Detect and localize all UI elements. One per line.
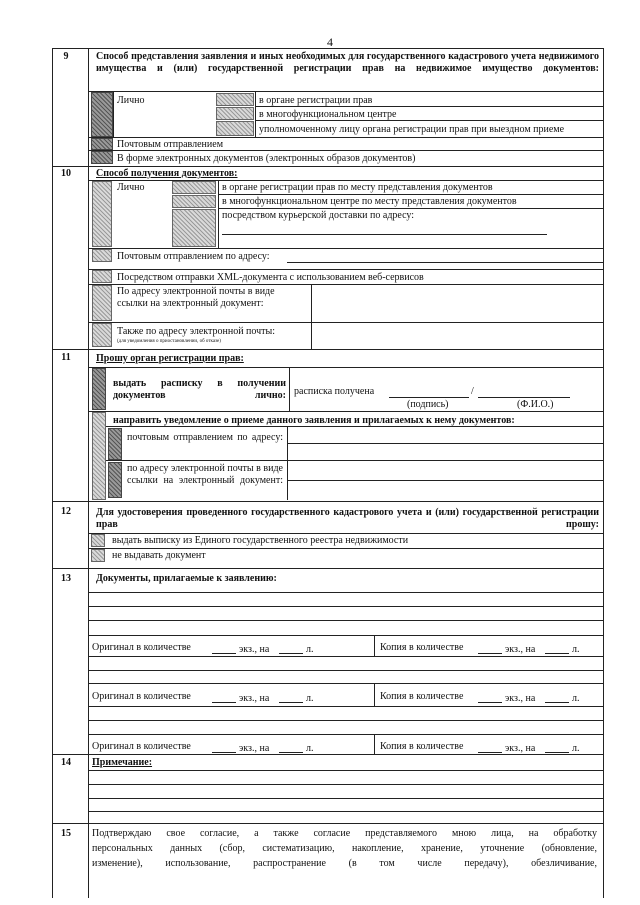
label-11-receipt-got: расписка получена <box>294 386 375 397</box>
divider <box>88 284 603 285</box>
divider <box>88 606 603 607</box>
section-10-number: 10 <box>61 168 71 179</box>
label-13-ekz-1: экз., на <box>239 644 270 655</box>
label-9-opt2: в многофункциональном центре <box>259 109 397 120</box>
label-10-opt1: в органе регистрации прав по месту представления документов <box>222 182 493 193</box>
label-13-l-2: л. <box>306 693 314 704</box>
label-10-xml: Посредством отправки XML-документа с использованием веб-сервисов <box>117 272 424 283</box>
label-13-l-3: л. <box>306 743 314 754</box>
copy-count-3[interactable] <box>478 752 502 753</box>
label-13-copy-l-1: л. <box>572 644 580 655</box>
checkbox-10-opt3[interactable] <box>172 209 216 247</box>
divider <box>218 208 603 209</box>
checkbox-10-email-link[interactable] <box>92 285 112 321</box>
divider <box>374 684 375 706</box>
divider <box>88 670 603 671</box>
checkbox-10-opt1[interactable] <box>172 181 216 194</box>
label-9-electronic: В форме электронных документов (электронных образов документов) <box>117 153 416 164</box>
divider <box>311 284 312 322</box>
label-10-email-link: По адресу электронной почты в виде ссылки на электронный документ: <box>117 286 275 309</box>
label-9-opt1: в органе регистрации прав <box>259 95 373 106</box>
label-10-lichno: Лично <box>117 182 145 193</box>
original-pages-2[interactable] <box>279 702 303 703</box>
checkbox-9-opt2[interactable] <box>216 107 254 120</box>
label-13-copy-ekz-1: экз., на <box>505 644 536 655</box>
post-address-line[interactable] <box>287 262 603 263</box>
copy-count-2[interactable] <box>478 702 502 703</box>
divider <box>88 592 603 593</box>
label-11-fio: (Ф.И.О.) <box>517 399 554 410</box>
divider <box>52 166 603 167</box>
checkbox-11-by-email[interactable] <box>108 462 122 498</box>
checkbox-9-electronic[interactable] <box>91 151 113 164</box>
label-13-copy-l-2: л. <box>572 693 580 704</box>
divider <box>218 194 603 195</box>
label-9-lichno: Лично <box>117 95 145 106</box>
divider <box>52 823 603 824</box>
divider <box>88 798 603 799</box>
checkbox-11-receipt[interactable] <box>92 368 106 410</box>
label-9-post: Почтовым отправлением <box>117 139 224 150</box>
divider <box>113 91 114 137</box>
label-11-by-post: почтовым отправлением по адресу: <box>127 432 283 443</box>
divider <box>52 568 603 569</box>
divider <box>88 150 603 151</box>
divider <box>88 548 603 549</box>
label-10-opt2: в многофункциональном центре по месту представления документов <box>222 196 517 207</box>
divider <box>106 426 603 427</box>
section-15-line-1: Подтверждаю свое согласие, а также согласие представляемого мною лица, на обработку <box>92 828 597 839</box>
checkbox-11-notify[interactable] <box>92 412 106 500</box>
divider <box>374 735 375 754</box>
divider <box>88 137 603 138</box>
section-15-line-3: изменение), использование, распространение (в том числе передачу), обезличивание, <box>92 858 597 869</box>
label-13-copy-3: Копия в количестве <box>380 741 464 752</box>
label-13-copy-1: Копия в количестве <box>380 642 464 653</box>
label-11-notify: направить уведомление о приеме данного заявления и прилагаемых к нему документов: <box>113 415 515 426</box>
checkbox-10-lichno[interactable] <box>92 181 112 247</box>
label-13-copy-ekz-3: экз., на <box>505 743 536 754</box>
divider <box>287 480 603 481</box>
divider <box>52 349 603 350</box>
divider <box>88 533 603 534</box>
checkbox-9-opt3[interactable] <box>216 121 254 136</box>
divider <box>88 706 603 707</box>
page-number: 4 <box>327 35 333 49</box>
label-13-original-1: Оригинал в количестве <box>92 642 191 653</box>
divider <box>255 120 603 121</box>
divider <box>88 720 603 721</box>
divider <box>88 367 603 368</box>
divider <box>88 91 603 92</box>
checkbox-10-also-email[interactable] <box>92 323 112 347</box>
label-10-opt3: посредством курьерской доставки по адресу: <box>222 210 415 221</box>
copy-pages-3[interactable] <box>545 752 569 753</box>
label-9-opt3: уполномоченному лицу органа регистрации прав при выездном приеме <box>259 124 565 135</box>
copy-pages-1[interactable] <box>545 653 569 654</box>
divider <box>88 770 603 771</box>
section-15-line-2: персональных данных (сбор, систематизацию, накопление, хранение, уточнение (обновление, <box>92 843 597 854</box>
section-14-number: 14 <box>61 757 71 768</box>
frame-right <box>603 48 604 898</box>
divider <box>52 754 603 755</box>
label-13-original-3: Оригинал в количестве <box>92 741 191 752</box>
label-10-also-email-note: (для уведомления о приостановлении, об отказе) <box>117 339 221 344</box>
label-13-ekz-2: экз., на <box>239 693 270 704</box>
divider <box>88 683 603 684</box>
label-13-l-1: л. <box>306 644 314 655</box>
label-13-copy-ekz-2: экз., на <box>505 693 536 704</box>
label-11-sign: (подпись) <box>407 399 449 410</box>
copy-pages-2[interactable] <box>545 702 569 703</box>
divider <box>88 811 603 812</box>
label-13-original-2: Оригинал в количестве <box>92 691 191 702</box>
frame-top <box>52 48 603 49</box>
divider <box>287 443 603 444</box>
section-10-title: Способ получения документов: <box>96 168 238 179</box>
label-10-post: Почтовым отправлением по адресу: <box>117 251 270 262</box>
divider <box>88 411 603 412</box>
section-15-number: 15 <box>61 828 71 839</box>
section-9-title: Способ представления заявления и иных необходимых для государственного кадастрового учета недвижимого имущества и (или) государственной регистрации прав на недвижимое имущество документов: <box>96 51 599 74</box>
label-13-copy-2: Копия в количестве <box>380 691 464 702</box>
label-11-receipt: выдать расписку в получении документов лично: <box>113 378 286 401</box>
original-count-1[interactable] <box>212 653 236 654</box>
label-10-also-email: Также по адресу электронной почты: <box>117 326 276 337</box>
divider <box>255 91 256 137</box>
section-13-title: Документы, прилагаемые к заявлению: <box>96 573 277 584</box>
divider <box>88 656 603 657</box>
checkbox-10-opt2[interactable] <box>172 195 216 208</box>
copy-count-1[interactable] <box>478 653 502 654</box>
original-count-3[interactable] <box>212 752 236 753</box>
checkbox-10-xml[interactable] <box>92 270 112 283</box>
checkbox-10-post[interactable] <box>92 249 112 262</box>
receipt-fio-line[interactable] <box>478 397 570 398</box>
original-pages-3[interactable] <box>279 752 303 753</box>
checkbox-12-opt2[interactable] <box>91 549 105 562</box>
label-13-ekz-3: экз., на <box>239 743 270 754</box>
label-12-opt1: выдать выписку из Единого государственного реестра недвижимости <box>112 535 409 546</box>
section-11-title: Прошу орган регистрации прав: <box>96 353 244 364</box>
label-11-by-email: по адресу электронной почты в виде ссылки на электронный документ: <box>127 463 283 486</box>
divider <box>311 322 312 349</box>
checkbox-9-opt1[interactable] <box>216 93 254 106</box>
divider <box>88 322 603 323</box>
section-14-title: Примечание: <box>92 757 153 768</box>
divider <box>289 367 290 411</box>
checkbox-9-lichno[interactable] <box>91 92 113 137</box>
divider <box>88 635 603 636</box>
label-12-opt2: не выдавать документ <box>112 550 206 561</box>
divider <box>106 460 603 461</box>
courier-address-line[interactable] <box>222 234 547 235</box>
divider <box>88 180 603 181</box>
section-13-number: 13 <box>61 573 71 584</box>
receipt-sign-line[interactable] <box>389 397 469 398</box>
section-12-number: 12 <box>61 506 71 517</box>
original-pages-1[interactable] <box>279 653 303 654</box>
checkbox-11-by-post[interactable] <box>108 428 122 460</box>
label-13-copy-l-3: л. <box>572 743 580 754</box>
slash: / <box>471 386 474 397</box>
divider <box>88 784 603 785</box>
section-11-number: 11 <box>61 352 71 363</box>
section-9-number: 9 <box>63 51 69 62</box>
divider <box>88 248 603 249</box>
divider <box>52 501 603 502</box>
original-count-2[interactable] <box>212 702 236 703</box>
divider <box>88 620 603 621</box>
divider <box>374 636 375 656</box>
divider <box>255 106 603 107</box>
checkbox-9-post[interactable] <box>91 138 113 150</box>
section-12-title: Для удостоверения проведенного государственного кадастрового учета и (или) государственной регистрации прав прошу: <box>96 507 599 530</box>
divider <box>88 269 603 270</box>
divider <box>88 734 603 735</box>
checkbox-12-opt1[interactable] <box>91 534 105 547</box>
divider <box>218 180 219 248</box>
divider <box>287 426 288 500</box>
